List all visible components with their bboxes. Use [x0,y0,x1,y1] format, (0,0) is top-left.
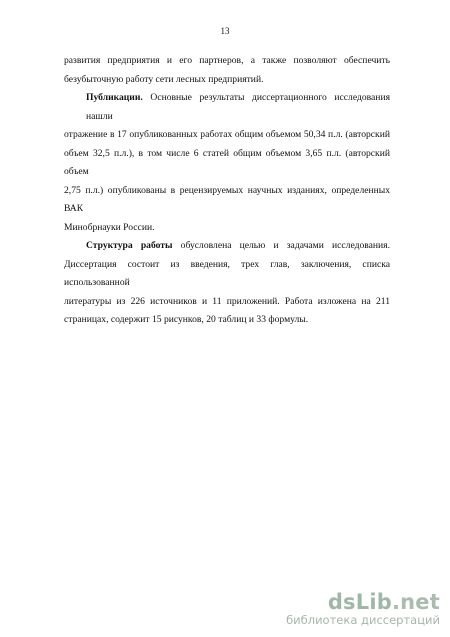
document-body [64,52,390,330]
text-line: развития предприятия и его партнеров, а также позволяют обеспечить [64,55,390,66]
text-line: 2,75 п.л.) опубликованы в рецензируемых научных изданиях, определенных ВАК [64,184,390,214]
page-number: 13 [220,26,230,36]
paragraph-publications [64,89,390,237]
text-line: литературы из 226 источников и 11 приложений. Работа изложена на 211 [64,295,390,307]
paragraph-heading-structure: Структура работы [86,240,173,251]
text-line: страницах, содержит 15 рисунков, 20 таблиц и 33 формулы. [64,314,309,325]
paragraph-intro-continuation [64,52,390,89]
dslib-subtitle: библиотека диссертаций [286,613,440,627]
text-line [64,89,390,126]
text-line: безубыточную работу сети лесных предприятий. [64,73,264,85]
text-fragment: Основные результаты диссертационного исследования нашли [86,92,390,122]
text-line: Минобрнауки России. [64,221,155,233]
paragraph-heading-publications: Публикации. [86,92,143,103]
text-line: отражение в 17 опубликованных работах общим объемом 50,34 п.л. (авторский [64,129,390,140]
text-line: Диссертация состоит из введения, трех глав, заключения, списка использованной [64,258,390,288]
dslib-watermark [270,591,440,627]
paragraph-structure [64,237,390,330]
text-fragment: обусловлена целью и задачами исследования. [180,240,390,251]
text-line [64,237,390,256]
dslib-logo: dsLib.net [327,590,440,614]
text-line: объем 32,5 п.л.), в том числе 6 статей общим объемом 3,65 п.л. (авторский объем [64,147,390,177]
